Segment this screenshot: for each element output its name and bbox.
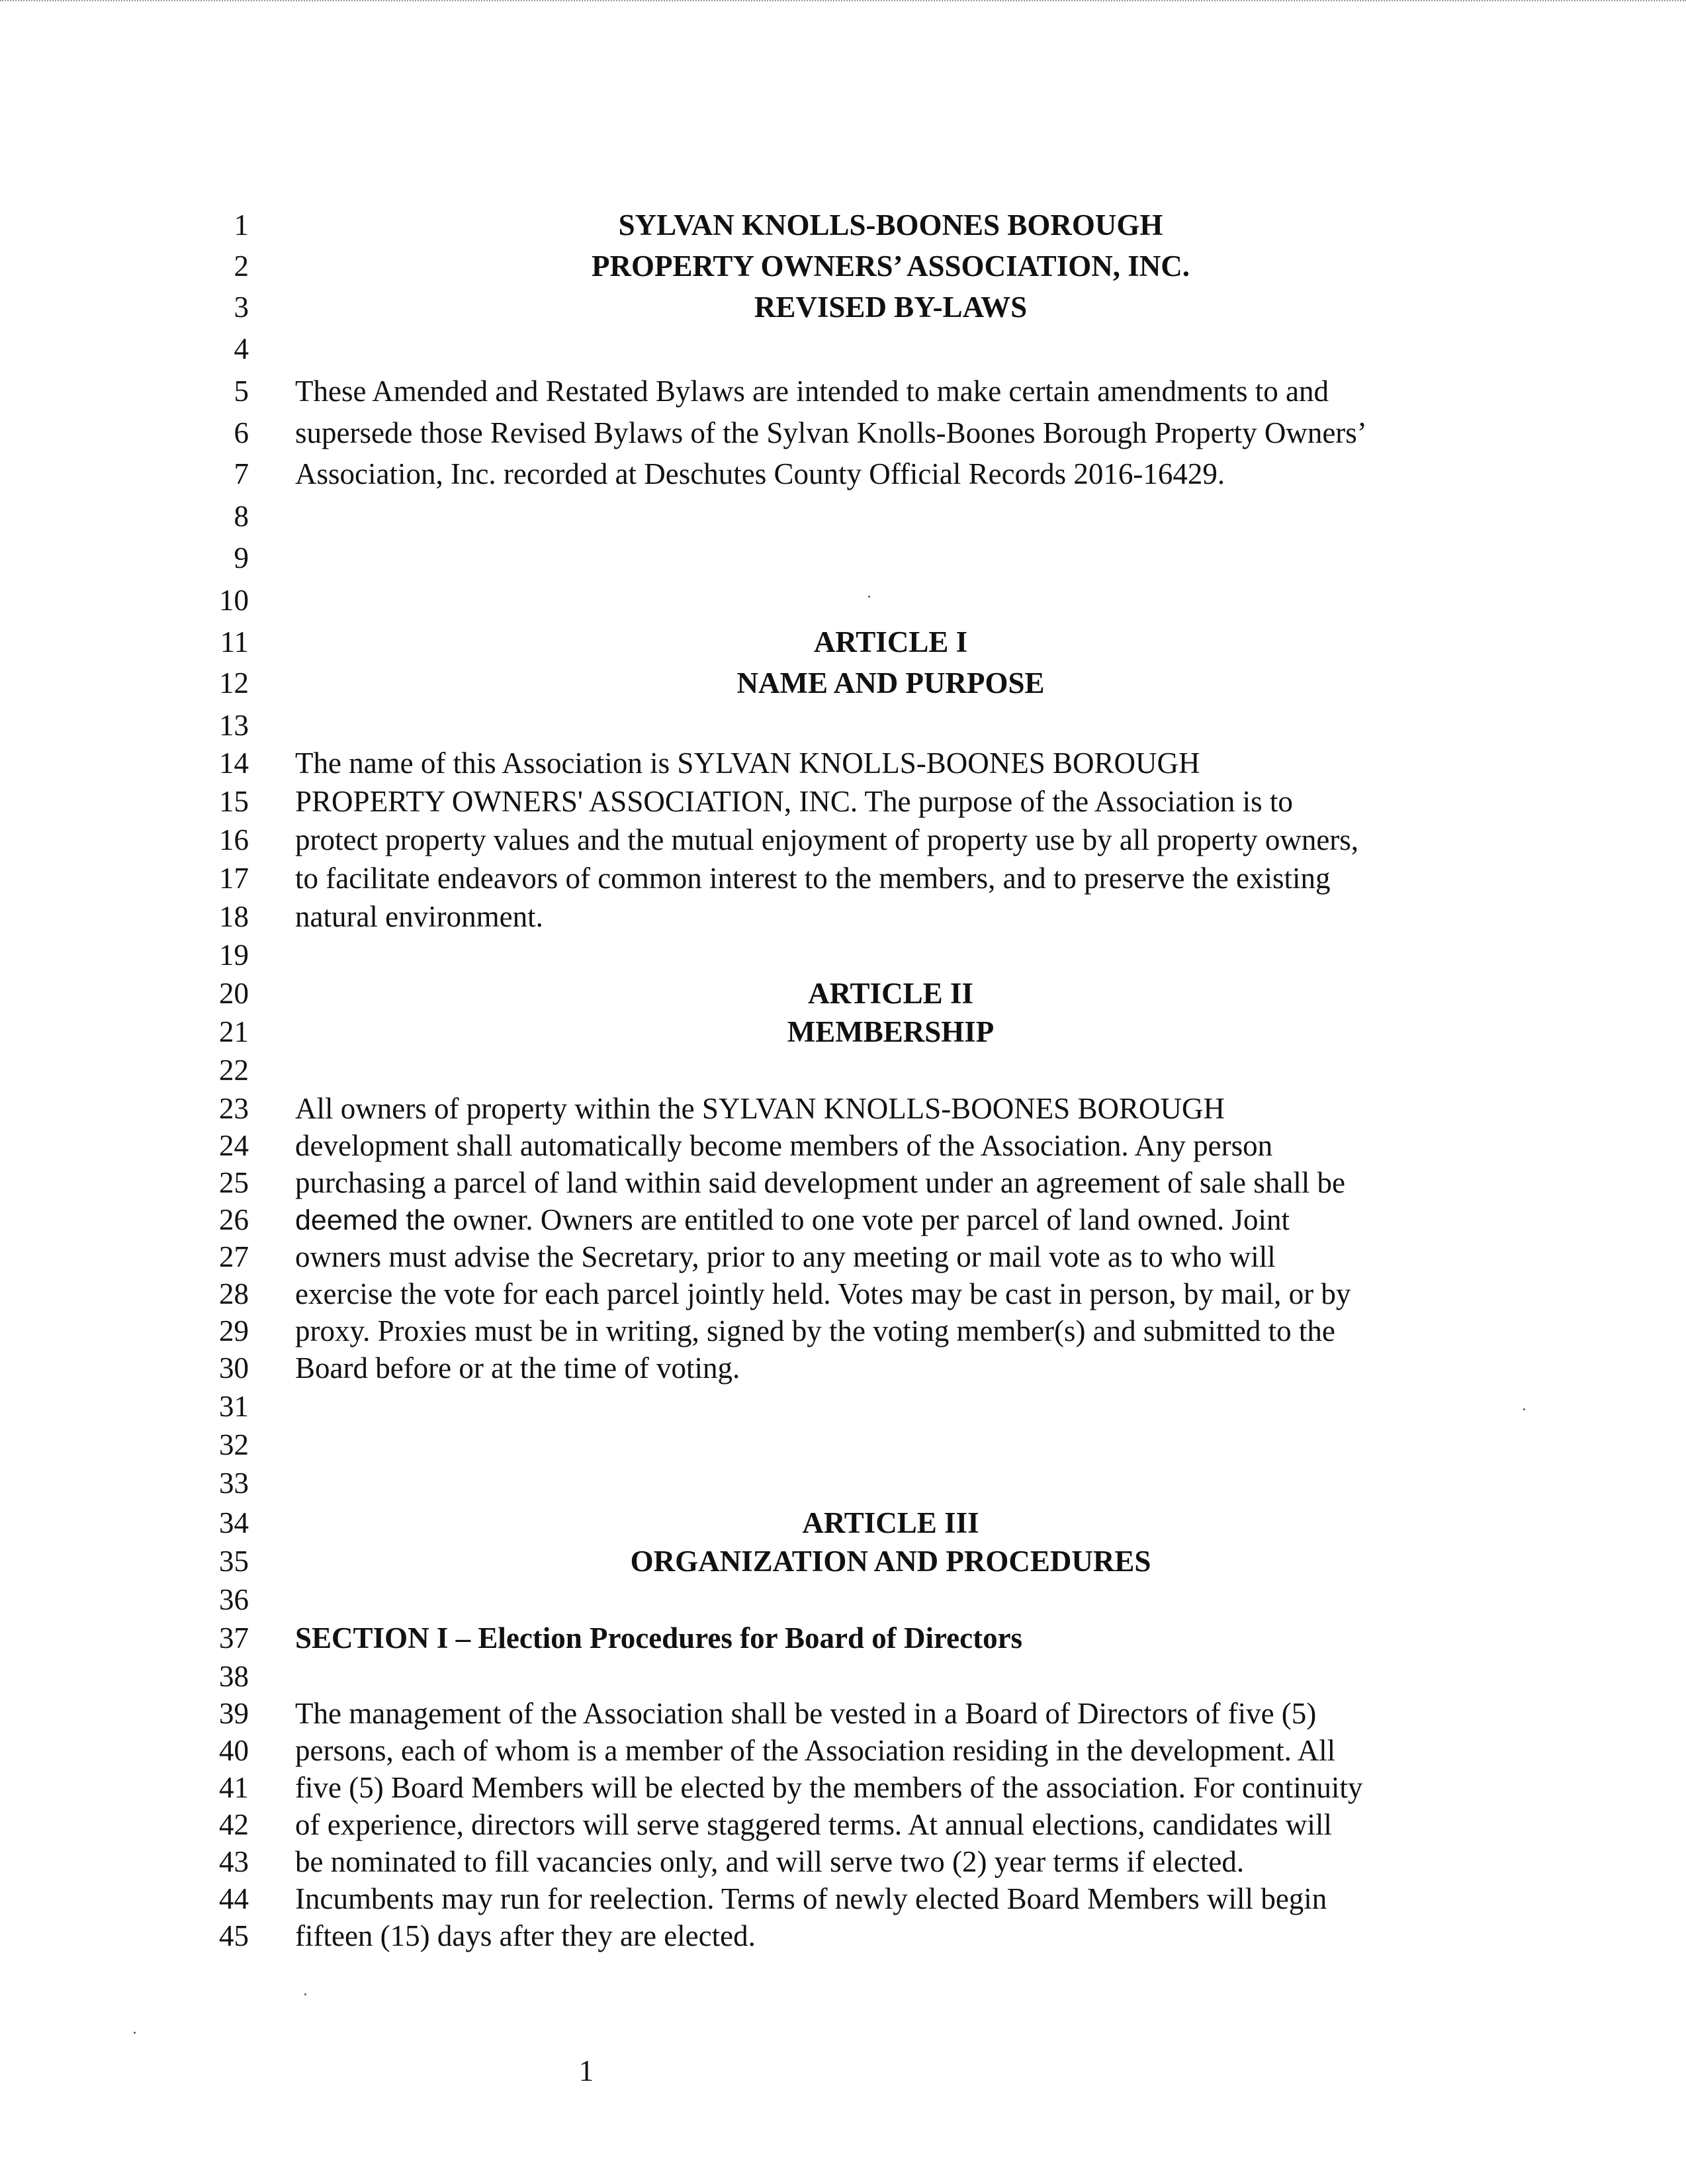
line-number: 11 bbox=[220, 625, 249, 659]
article-2-text-line: purchasing a parcel of land within said development under an agreement of sale shall be bbox=[295, 1166, 1345, 1199]
article-2-heading: ARTICLE II bbox=[808, 977, 973, 1010]
article-3-subheading: ORGANIZATION AND PROCEDURES bbox=[630, 1545, 1151, 1578]
scan-top-edge bbox=[0, 0, 1686, 1]
line-29 bbox=[0, 1310, 1686, 1351]
line-number: 41 bbox=[219, 1771, 249, 1804]
line-number: 8 bbox=[234, 500, 249, 533]
line-number: 39 bbox=[219, 1697, 249, 1730]
line-2 bbox=[0, 246, 1686, 287]
article-2-text-line: proxy. Proxies must be in writing, signed by the voting member(s) and submitted to the bbox=[295, 1314, 1335, 1347]
line-45 bbox=[0, 1915, 1686, 1956]
section-1-text-line: persons, each of whom is a member of the Association residing in the development. All bbox=[295, 1734, 1336, 1767]
section-1-text-line: fifteen (15) days after they are elected. bbox=[295, 1919, 756, 1952]
line-33 bbox=[0, 1463, 1686, 1504]
line-27 bbox=[0, 1236, 1686, 1277]
article-2-text-line: owners must advise the Secretary, prior to any meeting or mail vote as to who will bbox=[295, 1240, 1276, 1273]
scan-speck bbox=[134, 2032, 136, 2034]
article-1-text-line: protect property values and the mutual enjoyment of property use by all property owners, bbox=[295, 823, 1359, 856]
line-17 bbox=[0, 858, 1686, 899]
line-9 bbox=[0, 537, 1686, 578]
line-3 bbox=[0, 287, 1686, 328]
line-number: 32 bbox=[219, 1428, 249, 1461]
line-number: 12 bbox=[219, 666, 249, 700]
line-25 bbox=[0, 1162, 1686, 1203]
section-1-text-line: Incumbents may run for reelection. Terms of newly elected Board Members will begin bbox=[295, 1882, 1327, 1915]
line-number: 7 bbox=[234, 457, 249, 490]
document-title-line-3: REVISED BY-LAWS bbox=[754, 291, 1028, 324]
line-18 bbox=[0, 896, 1686, 937]
line-number: 10 bbox=[219, 584, 249, 617]
line-number: 16 bbox=[219, 823, 249, 856]
line-number: 29 bbox=[219, 1314, 249, 1347]
line-number: 40 bbox=[219, 1734, 249, 1767]
line-21 bbox=[0, 1011, 1686, 1052]
page-number: 1 bbox=[578, 2054, 594, 2087]
line-7 bbox=[0, 453, 1686, 494]
deemed-the-text: deemed the bbox=[295, 1205, 446, 1236]
line-32 bbox=[0, 1424, 1686, 1465]
section-1-text-line: of experience, directors will serve staggered terms. At annual elections, candidates will bbox=[295, 1808, 1332, 1841]
line-19 bbox=[0, 934, 1686, 976]
line-number: 28 bbox=[219, 1277, 249, 1310]
section-1-heading: SECTION I – Election Procedures for Board of Directors bbox=[295, 1621, 1023, 1655]
line-39 bbox=[0, 1693, 1686, 1734]
line-16 bbox=[0, 819, 1686, 860]
article-1-text-line: PROPERTY OWNERS' ASSOCIATION, INC. The purpose of the Association is to bbox=[295, 785, 1293, 818]
line-44 bbox=[0, 1878, 1686, 1919]
line-8 bbox=[0, 496, 1686, 537]
line-35 bbox=[0, 1541, 1686, 1582]
line-22 bbox=[0, 1050, 1686, 1091]
line-36 bbox=[0, 1579, 1686, 1620]
line-13 bbox=[0, 705, 1686, 746]
section-1-text-line: five (5) Board Members will be elected by the members of the association. For continuity bbox=[295, 1771, 1363, 1804]
line-number: 42 bbox=[219, 1808, 249, 1841]
document-title-line-2: PROPERTY OWNERS’ ASSOCIATION, INC. bbox=[592, 250, 1190, 283]
article-2-subheading: MEMBERSHIP bbox=[787, 1015, 995, 1048]
line-11 bbox=[0, 621, 1686, 662]
line-24 bbox=[0, 1125, 1686, 1166]
line-43 bbox=[0, 1841, 1686, 1882]
line-number: 36 bbox=[219, 1583, 249, 1616]
line-number: 45 bbox=[219, 1919, 249, 1952]
line-number: 21 bbox=[219, 1015, 249, 1048]
article-2-text-line: exercise the vote for each parcel jointly held. Votes may be cast in person, by mail, or by bbox=[295, 1277, 1351, 1310]
line-number: 38 bbox=[219, 1660, 249, 1693]
line-number: 9 bbox=[234, 541, 249, 574]
line-number: 33 bbox=[219, 1467, 249, 1500]
line-number: 43 bbox=[219, 1845, 249, 1878]
line-number: 20 bbox=[219, 977, 249, 1010]
line-12 bbox=[0, 662, 1686, 704]
intro-line: Association, Inc. recorded at Deschutes County Official Records 2016-16429. bbox=[295, 457, 1225, 490]
article-1-subheading: NAME AND PURPOSE bbox=[736, 666, 1045, 700]
intro-line: supersede those Revised Bylaws of the Sylvan Knolls-Boones Borough Property Owners’ bbox=[295, 416, 1367, 449]
line-40 bbox=[0, 1730, 1686, 1771]
line-number: 4 bbox=[234, 332, 249, 365]
line-number: 14 bbox=[219, 747, 249, 780]
scan-speck bbox=[1523, 1408, 1525, 1410]
line-20 bbox=[0, 973, 1686, 1014]
scan-speck bbox=[304, 1993, 306, 1995]
line-23 bbox=[0, 1088, 1686, 1129]
article-2-text-line bbox=[295, 1199, 1519, 1241]
line-number: 17 bbox=[219, 862, 249, 895]
line-number: 18 bbox=[219, 900, 249, 933]
line-28 bbox=[0, 1273, 1686, 1314]
line-number: 5 bbox=[234, 375, 249, 408]
article-1-text-line: to facilitate endeavors of common interest to the members, and to preserve the existing bbox=[295, 862, 1331, 895]
line-number: 31 bbox=[219, 1390, 249, 1423]
scan-speck bbox=[868, 596, 870, 598]
line-number: 26 bbox=[219, 1203, 249, 1236]
line-number: 34 bbox=[219, 1506, 249, 1539]
line-5 bbox=[0, 371, 1686, 412]
line-number: 1 bbox=[234, 208, 249, 242]
article-2-text-line: development shall automatically become members of the Association. Any person bbox=[295, 1129, 1273, 1162]
line-number: 13 bbox=[219, 709, 249, 742]
line-37 bbox=[0, 1617, 1686, 1659]
line-6 bbox=[0, 412, 1686, 453]
line-number: 27 bbox=[219, 1240, 249, 1273]
article-2-text-line: All owners of property within the SYLVAN KNOLLS-BOONES BOROUGH bbox=[295, 1092, 1225, 1125]
owner-text: owner. Owners are entitled to one vote per parcel of land owned. Joint bbox=[445, 1203, 1290, 1236]
line-number: 35 bbox=[219, 1545, 249, 1578]
line-30 bbox=[0, 1347, 1686, 1388]
document-title-line-1: SYLVAN KNOLLS-BOONES BOROUGH bbox=[618, 208, 1163, 242]
line-number: 6 bbox=[234, 416, 249, 449]
line-14 bbox=[0, 743, 1686, 784]
section-1-text-line: The management of the Association shall be vested in a Board of Directors of five (5) bbox=[295, 1697, 1317, 1730]
article-3-heading: ARTICLE III bbox=[802, 1506, 979, 1539]
section-1-text-line: be nominated to fill vacancies only, and will serve two (2) year terms if elected. bbox=[295, 1845, 1245, 1878]
line-number: 24 bbox=[219, 1129, 249, 1162]
line-number: 19 bbox=[219, 938, 249, 972]
line-41 bbox=[0, 1767, 1686, 1808]
line-number: 25 bbox=[219, 1166, 249, 1199]
article-1-text-line: natural environment. bbox=[295, 900, 543, 933]
line-15 bbox=[0, 781, 1686, 822]
line-26 bbox=[0, 1199, 1686, 1240]
line-42 bbox=[0, 1804, 1686, 1845]
line-number: 22 bbox=[219, 1054, 249, 1087]
line-number: 23 bbox=[219, 1092, 249, 1125]
line-number: 15 bbox=[219, 785, 249, 818]
line-10 bbox=[0, 580, 1686, 621]
line-34 bbox=[0, 1502, 1686, 1543]
article-1-heading: ARTICLE I bbox=[813, 625, 968, 659]
line-number: 44 bbox=[219, 1882, 249, 1915]
article-1-text-line: The name of this Association is SYLVAN KNOLLS-BOONES BOROUGH bbox=[295, 747, 1200, 780]
intro-line: These Amended and Restated Bylaws are intended to make certain amendments to and bbox=[295, 375, 1329, 408]
line-1 bbox=[0, 205, 1686, 246]
line-number: 37 bbox=[219, 1621, 249, 1655]
line-38 bbox=[0, 1656, 1686, 1697]
line-31 bbox=[0, 1386, 1686, 1427]
line-4 bbox=[0, 328, 1686, 369]
line-number: 30 bbox=[219, 1351, 249, 1385]
article-2-text-line: Board before or at the time of voting. bbox=[295, 1351, 740, 1385]
line-number: 3 bbox=[234, 291, 249, 324]
line-number: 2 bbox=[234, 250, 249, 283]
